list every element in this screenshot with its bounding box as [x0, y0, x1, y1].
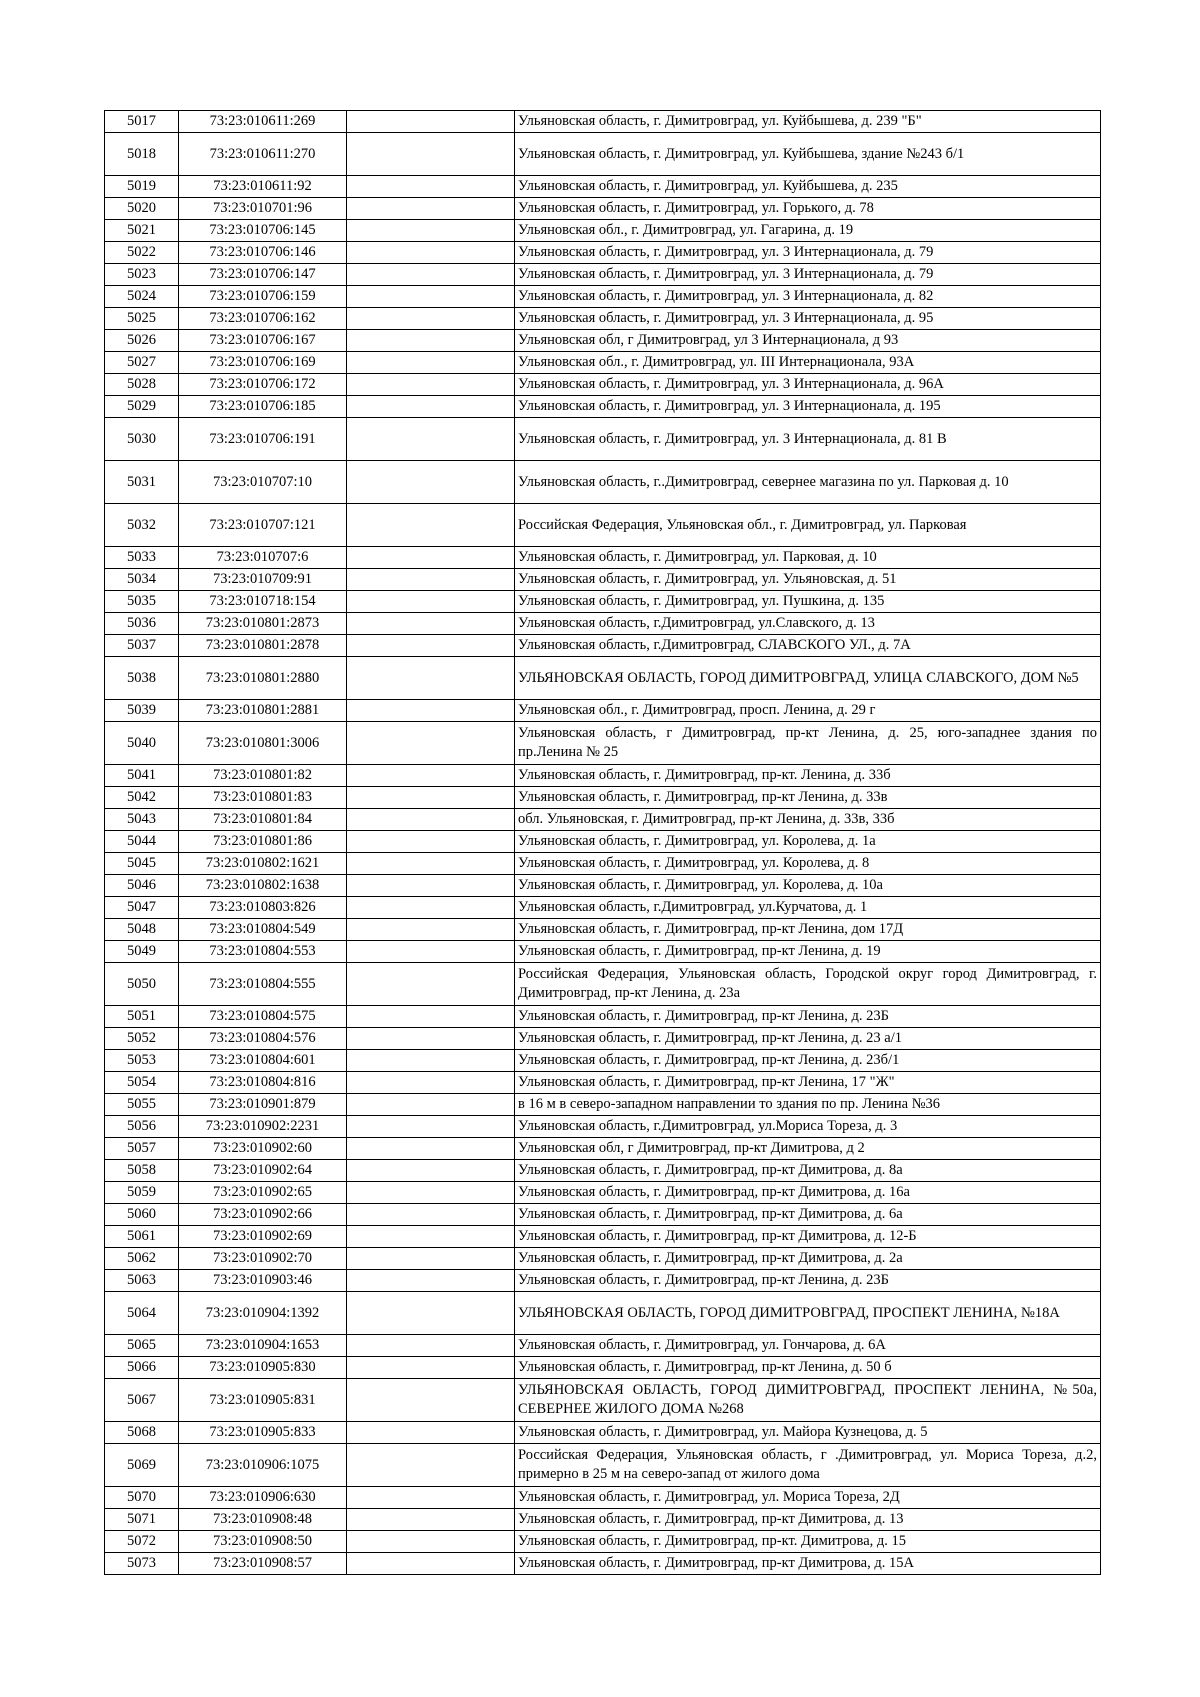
cadastral-number-cell: 73:23:010902:64 — [179, 1160, 347, 1182]
cadastral-number-cell: 73:23:010804:555 — [179, 963, 347, 1006]
row-number-cell: 5039 — [105, 700, 179, 722]
empty-cell — [347, 700, 515, 722]
empty-cell — [347, 919, 515, 941]
empty-cell — [347, 569, 515, 591]
address-cell: Ульяновская область, г. Димитровград, пр-кт Ленина, д. 23б/1 — [515, 1050, 1101, 1072]
cadastral-number-cell: 73:23:010905:833 — [179, 1422, 347, 1444]
empty-cell — [347, 547, 515, 569]
table-row — [105, 1292, 1101, 1335]
table-row — [105, 418, 1101, 461]
row-number-cell: 5051 — [105, 1006, 179, 1028]
row-number-cell: 5030 — [105, 418, 179, 461]
empty-cell — [347, 897, 515, 919]
row-number-cell: 5025 — [105, 308, 179, 330]
empty-cell — [347, 1531, 515, 1553]
empty-cell — [347, 1270, 515, 1292]
address-cell: Ульяновская обл., г. Димитровград, просп. Ленина, д. 29 г — [515, 700, 1101, 722]
row-number-cell: 5018 — [105, 133, 179, 176]
empty-cell — [347, 1028, 515, 1050]
row-number-cell: 5047 — [105, 897, 179, 919]
row-number-cell: 5049 — [105, 941, 179, 963]
table-row — [105, 941, 1101, 963]
empty-cell — [347, 853, 515, 875]
table-row — [105, 765, 1101, 787]
address-cell: Ульяновская область, г. Димитровград, пр-кт Ленина, д. 50 б — [515, 1357, 1101, 1379]
row-number-cell: 5069 — [105, 1444, 179, 1487]
table-row — [105, 787, 1101, 809]
table-row — [105, 1028, 1101, 1050]
address-cell: Ульяновская область, г. Димитровград, пр-кт Ленина, 17 "Ж" — [515, 1072, 1101, 1094]
address-cell: Ульяновская область, г. Димитровград, ул. Куйбышева, д. 235 — [515, 176, 1101, 198]
row-number-cell: 5073 — [105, 1553, 179, 1575]
table-row — [105, 1138, 1101, 1160]
row-number-cell: 5034 — [105, 569, 179, 591]
empty-cell — [347, 330, 515, 352]
table-row — [105, 1116, 1101, 1138]
address-cell: Ульяновская область, г. Димитровград, пр-кт. Димитрова, д. 15 — [515, 1531, 1101, 1553]
row-number-cell: 5061 — [105, 1226, 179, 1248]
address-cell: Ульяновская обл., г. Димитровград, ул. III Интернационала, 93А — [515, 352, 1101, 374]
table-row — [105, 1531, 1101, 1553]
table-row — [105, 1094, 1101, 1116]
row-number-cell: 5070 — [105, 1487, 179, 1509]
address-cell: Ульяновская область, г. Димитровград, пр-кт Димитрова, д. 8а — [515, 1160, 1101, 1182]
empty-cell — [347, 809, 515, 831]
cadastral-number-cell: 73:23:010804:576 — [179, 1028, 347, 1050]
table-row — [105, 242, 1101, 264]
row-number-cell: 5019 — [105, 176, 179, 198]
empty-cell — [347, 613, 515, 635]
cadastral-number-cell: 73:23:010804:553 — [179, 941, 347, 963]
empty-cell — [347, 396, 515, 418]
cadastral-number-cell: 73:23:010801:2873 — [179, 613, 347, 635]
address-cell: Ульяновская область, г.Димитровград, ул.Мориса Тореза, д. 3 — [515, 1116, 1101, 1138]
table-row — [105, 198, 1101, 220]
empty-cell — [347, 461, 515, 504]
address-cell: Ульяновская область, г. Димитровград, ул. Парковая, д. 10 — [515, 547, 1101, 569]
table-row — [105, 1006, 1101, 1028]
row-number-cell: 5032 — [105, 504, 179, 547]
table-row — [105, 374, 1101, 396]
cadastral-number-cell: 73:23:010707:10 — [179, 461, 347, 504]
table-row — [105, 657, 1101, 700]
address-cell: Ульяновская область, г. Димитровград, ул. Королева, д. 1а — [515, 831, 1101, 853]
cadastral-number-cell: 73:23:010905:831 — [179, 1379, 347, 1422]
address-cell: УЛЬЯНОВСКАЯ ОБЛАСТЬ, ГОРОД ДИМИТРОВГРАД, ПРОСПЕКТ ЛЕНИНА, №50а, СЕВЕРНЕЕ ЖИЛОГО ДОМА №268 — [515, 1379, 1101, 1422]
address-cell: Ульяновская область, г. Димитровград, пр-кт Димитрова, д. 13 — [515, 1509, 1101, 1531]
table-row — [105, 1487, 1101, 1509]
row-number-cell: 5055 — [105, 1094, 179, 1116]
cadastral-number-cell: 73:23:010905:830 — [179, 1357, 347, 1379]
table-row — [105, 809, 1101, 831]
row-number-cell: 5058 — [105, 1160, 179, 1182]
row-number-cell: 5068 — [105, 1422, 179, 1444]
address-cell: Ульяновская область, г.Димитровград, СЛАВСКОГО УЛ., д. 7А — [515, 635, 1101, 657]
cadastral-number-cell: 73:23:010801:86 — [179, 831, 347, 853]
address-cell: Ульяновская область, г. Димитровград, ул. 3 Интернационала, д. 195 — [515, 396, 1101, 418]
row-number-cell: 5054 — [105, 1072, 179, 1094]
table-row — [105, 1335, 1101, 1357]
table-row — [105, 853, 1101, 875]
table-row — [105, 613, 1101, 635]
cadastral-number-cell: 73:23:010801:84 — [179, 809, 347, 831]
empty-cell — [347, 1487, 515, 1509]
empty-cell — [347, 1072, 515, 1094]
row-number-cell: 5063 — [105, 1270, 179, 1292]
address-cell: Российская Федерация, Ульяновская область, г .Димитровград, ул. Мориса Тореза, д.2, примерно в 25 м на северо-запад от жилого дома — [515, 1444, 1101, 1487]
cadastral-number-cell: 73:23:010706:146 — [179, 242, 347, 264]
empty-cell — [347, 1182, 515, 1204]
table-row — [105, 1182, 1101, 1204]
cadastral-number-cell: 73:23:010801:83 — [179, 787, 347, 809]
cadastral-number-cell: 73:23:010707:6 — [179, 547, 347, 569]
row-number-cell: 5071 — [105, 1509, 179, 1531]
cadastral-number-cell: 73:23:010611:269 — [179, 111, 347, 133]
empty-cell — [347, 504, 515, 547]
row-number-cell: 5046 — [105, 875, 179, 897]
row-number-cell: 5064 — [105, 1292, 179, 1335]
cadastral-number-cell: 73:23:010706:167 — [179, 330, 347, 352]
address-cell: Ульяновская область, г. Димитровград, ул. Гончарова, д. 6А — [515, 1335, 1101, 1357]
empty-cell — [347, 1509, 515, 1531]
cadastral-number-cell: 73:23:010801:2881 — [179, 700, 347, 722]
empty-cell — [347, 308, 515, 330]
table-row — [105, 1422, 1101, 1444]
cadastral-number-cell: 73:23:010902:65 — [179, 1182, 347, 1204]
address-cell: Ульяновская область, г. Димитровград, ул. Ульяновская, д. 51 — [515, 569, 1101, 591]
cadastral-number-cell: 73:23:010908:57 — [179, 1553, 347, 1575]
address-cell: Российская Федерация, Ульяновская обл., г. Димитровград, ул. Парковая — [515, 504, 1101, 547]
empty-cell — [347, 111, 515, 133]
address-cell: Ульяновская область, г. Димитровград, пр-кт Ленина, дом 17Д — [515, 919, 1101, 941]
table-row — [105, 1050, 1101, 1072]
address-cell: Ульяновская область, г. Димитровград, ул. Куйбышева, здание №243 б/1 — [515, 133, 1101, 176]
address-cell: Ульяновская область, г Димитровград, пр-кт Ленина, д. 25, юго-западнее здания по пр.Ленина № 25 — [515, 722, 1101, 765]
table-row — [105, 176, 1101, 198]
cadastral-number-cell: 73:23:010902:2231 — [179, 1116, 347, 1138]
empty-cell — [347, 831, 515, 853]
cadastral-number-cell: 73:23:010901:879 — [179, 1094, 347, 1116]
row-number-cell: 5052 — [105, 1028, 179, 1050]
cadastral-number-cell: 73:23:010902:70 — [179, 1248, 347, 1270]
address-cell: Ульяновская область, г. Димитровград, пр-кт. Ленина, д. 33б — [515, 765, 1101, 787]
address-cell: Ульяновская область, г. Димитровград, ул. 3 Интернационала, д. 95 — [515, 308, 1101, 330]
empty-cell — [347, 765, 515, 787]
table-row — [105, 722, 1101, 765]
cadastral-number-cell: 73:23:010902:66 — [179, 1204, 347, 1226]
empty-cell — [347, 591, 515, 613]
cadastral-number-cell: 73:23:010803:826 — [179, 897, 347, 919]
address-cell: Ульяновская область, г. Димитровград, ул. 3 Интернационала, д. 79 — [515, 242, 1101, 264]
row-number-cell: 5065 — [105, 1335, 179, 1357]
table-row — [105, 1444, 1101, 1487]
row-number-cell: 5038 — [105, 657, 179, 700]
cadastral-number-cell: 73:23:010801:2878 — [179, 635, 347, 657]
empty-cell — [347, 1006, 515, 1028]
address-cell: Ульяновская область, г. Димитровград, пр-кт Ленина, д. 23Б — [515, 1270, 1101, 1292]
row-number-cell: 5027 — [105, 352, 179, 374]
cadastral-number-cell: 73:23:010611:270 — [179, 133, 347, 176]
table-row — [105, 396, 1101, 418]
table-row — [105, 264, 1101, 286]
cadastral-number-cell: 73:23:010904:1392 — [179, 1292, 347, 1335]
table-row — [105, 897, 1101, 919]
row-number-cell: 5026 — [105, 330, 179, 352]
cadastral-number-cell: 73:23:010902:69 — [179, 1226, 347, 1248]
cadastral-number-cell: 73:23:010902:60 — [179, 1138, 347, 1160]
row-number-cell: 5023 — [105, 264, 179, 286]
row-number-cell: 5033 — [105, 547, 179, 569]
row-number-cell: 5045 — [105, 853, 179, 875]
cadastral-number-cell: 73:23:010718:154 — [179, 591, 347, 613]
cadastral-number-cell: 73:23:010804:601 — [179, 1050, 347, 1072]
empty-cell — [347, 875, 515, 897]
empty-cell — [347, 242, 515, 264]
row-number-cell: 5029 — [105, 396, 179, 418]
address-cell: Ульяновская область, г. Димитровград, ул. 3 Интернационала, д. 82 — [515, 286, 1101, 308]
empty-cell — [347, 374, 515, 396]
table-row — [105, 286, 1101, 308]
row-number-cell: 5035 — [105, 591, 179, 613]
table-row — [105, 700, 1101, 722]
cadastral-number-cell: 73:23:010801:82 — [179, 765, 347, 787]
cadastral-number-cell: 73:23:010904:1653 — [179, 1335, 347, 1357]
address-cell: Ульяновская область, г. Димитровград, пр-кт Димитрова, д. 6а — [515, 1204, 1101, 1226]
table-row — [105, 133, 1101, 176]
cadastral-number-cell: 73:23:010804:549 — [179, 919, 347, 941]
cadastral-number-cell: 73:23:010707:121 — [179, 504, 347, 547]
row-number-cell: 5048 — [105, 919, 179, 941]
table-row — [105, 352, 1101, 374]
row-number-cell: 5021 — [105, 220, 179, 242]
empty-cell — [347, 1422, 515, 1444]
empty-cell — [347, 198, 515, 220]
cadastral-number-cell: 73:23:010802:1621 — [179, 853, 347, 875]
table-row — [105, 111, 1101, 133]
row-number-cell: 5020 — [105, 198, 179, 220]
empty-cell — [347, 220, 515, 242]
cadastral-number-cell: 73:23:010801:2880 — [179, 657, 347, 700]
empty-cell — [347, 1379, 515, 1422]
row-number-cell: 5028 — [105, 374, 179, 396]
empty-cell — [347, 1138, 515, 1160]
address-cell: Ульяновская область, г. Димитровград, ул. Королева, д. 10а — [515, 875, 1101, 897]
empty-cell — [347, 133, 515, 176]
row-number-cell: 5067 — [105, 1379, 179, 1422]
cadastral-number-cell: 73:23:010706:159 — [179, 286, 347, 308]
row-number-cell: 5066 — [105, 1357, 179, 1379]
row-number-cell: 5062 — [105, 1248, 179, 1270]
address-cell: Ульяновская область, г. Димитровград, пр-кт Димитрова, д. 15А — [515, 1553, 1101, 1575]
empty-cell — [347, 657, 515, 700]
row-number-cell: 5041 — [105, 765, 179, 787]
address-cell: Ульяновская область, г. Димитровград, ул. 3 Интернационала, д. 81 В — [515, 418, 1101, 461]
cadastral-number-cell: 73:23:010801:3006 — [179, 722, 347, 765]
address-cell: Ульяновская обл, г Димитровград, ул 3 Интернационала, д 93 — [515, 330, 1101, 352]
row-number-cell: 5042 — [105, 787, 179, 809]
table-row — [105, 504, 1101, 547]
table-row — [105, 963, 1101, 1006]
empty-cell — [347, 1226, 515, 1248]
address-cell: Ульяновская область, г. Димитровград, пр-кт Димитрова, д. 2а — [515, 1248, 1101, 1270]
row-number-cell: 5022 — [105, 242, 179, 264]
address-cell: Ульяновская область, г. Димитровград, ул. Куйбышева, д. 239 "Б" — [515, 111, 1101, 133]
cadastral-number-cell: 73:23:010804:575 — [179, 1006, 347, 1028]
cadastral-number-cell: 73:23:010709:91 — [179, 569, 347, 591]
table-row — [105, 1379, 1101, 1422]
address-cell: обл. Ульяновская, г. Димитровград, пр-кт Ленина, д. 33в, 33б — [515, 809, 1101, 831]
address-cell: Ульяновская область, г.Димитровград, ул.Курчатова, д. 1 — [515, 897, 1101, 919]
table-row — [105, 591, 1101, 613]
empty-cell — [347, 1444, 515, 1487]
empty-cell — [347, 1292, 515, 1335]
cadastral-number-cell: 73:23:010906:630 — [179, 1487, 347, 1509]
address-cell: УЛЬЯНОВСКАЯ ОБЛАСТЬ, ГОРОД ДИМИТРОВГРАД, УЛИЦА СЛАВСКОГО, ДОМ №5 — [515, 657, 1101, 700]
address-cell: Ульяновская область, г. Димитровград, пр-кт Ленина, д. 33в — [515, 787, 1101, 809]
row-number-cell: 5024 — [105, 286, 179, 308]
table-row — [105, 1072, 1101, 1094]
registry-table — [104, 110, 1101, 1575]
address-cell: Ульяновская обл., г. Димитровград, ул. Гагарина, д. 19 — [515, 220, 1101, 242]
cadastral-number-cell: 73:23:010706:185 — [179, 396, 347, 418]
table-row — [105, 1226, 1101, 1248]
row-number-cell: 5043 — [105, 809, 179, 831]
cadastral-number-cell: 73:23:010908:48 — [179, 1509, 347, 1531]
table-row — [105, 831, 1101, 853]
cadastral-number-cell: 73:23:010706:147 — [179, 264, 347, 286]
row-number-cell: 5057 — [105, 1138, 179, 1160]
cadastral-number-cell: 73:23:010706:191 — [179, 418, 347, 461]
row-number-cell: 5017 — [105, 111, 179, 133]
address-cell: в 16 м в северо-западном направлении то здания по пр. Ленина №36 — [515, 1094, 1101, 1116]
table-row — [105, 1509, 1101, 1531]
address-cell: УЛЬЯНОВСКАЯ ОБЛАСТЬ, ГОРОД ДИМИТРОВГРАД, ПРОСПЕКТ ЛЕНИНА, №18А — [515, 1292, 1101, 1335]
empty-cell — [347, 418, 515, 461]
empty-cell — [347, 963, 515, 1006]
row-number-cell: 5044 — [105, 831, 179, 853]
row-number-cell: 5053 — [105, 1050, 179, 1072]
table-row — [105, 547, 1101, 569]
cadastral-number-cell: 73:23:010908:50 — [179, 1531, 347, 1553]
table-row — [105, 1270, 1101, 1292]
row-number-cell: 5060 — [105, 1204, 179, 1226]
table-row — [105, 1357, 1101, 1379]
table-row — [105, 569, 1101, 591]
table-row — [105, 1248, 1101, 1270]
address-cell: Ульяновская область, г.Димитровград, ул.Славского, д. 13 — [515, 613, 1101, 635]
address-cell: Ульяновская область, г. Димитровград, пр-кт Ленина, д. 23Б — [515, 1006, 1101, 1028]
table-row — [105, 875, 1101, 897]
empty-cell — [347, 1335, 515, 1357]
address-cell: Российская Федерация, Ульяновская область, Городской округ город Димитровград, г. Димитровград, пр-кт Ленина, д. 23а — [515, 963, 1101, 1006]
row-number-cell: 5037 — [105, 635, 179, 657]
address-cell: Ульяновская область, г. Димитровград, ул. Мориса Тореза, 2Д — [515, 1487, 1101, 1509]
empty-cell — [347, 1204, 515, 1226]
empty-cell — [347, 941, 515, 963]
empty-cell — [347, 787, 515, 809]
empty-cell — [347, 1050, 515, 1072]
empty-cell — [347, 635, 515, 657]
row-number-cell: 5056 — [105, 1116, 179, 1138]
cadastral-number-cell: 73:23:010706:145 — [179, 220, 347, 242]
cadastral-number-cell: 73:23:010802:1638 — [179, 875, 347, 897]
empty-cell — [347, 722, 515, 765]
row-number-cell: 5059 — [105, 1182, 179, 1204]
cadastral-number-cell: 73:23:010701:96 — [179, 198, 347, 220]
address-cell: Ульяновская область, г. Димитровград, пр-кт Димитрова, д. 12-Б — [515, 1226, 1101, 1248]
empty-cell — [347, 176, 515, 198]
row-number-cell: 5040 — [105, 722, 179, 765]
address-cell: Ульяновская область, г. Димитровград, ул. Майора Кузнецова, д. 5 — [515, 1422, 1101, 1444]
empty-cell — [347, 286, 515, 308]
row-number-cell: 5031 — [105, 461, 179, 504]
empty-cell — [347, 1094, 515, 1116]
cadastral-number-cell: 73:23:010903:46 — [179, 1270, 347, 1292]
registry-table-body — [105, 111, 1101, 1575]
address-cell: Ульяновская область, г. Димитровград, пр-кт Ленина, д. 23 а/1 — [515, 1028, 1101, 1050]
table-row — [105, 1160, 1101, 1182]
empty-cell — [347, 1116, 515, 1138]
address-cell: Ульяновская область, г..Димитровград, севернее магазина по ул. Парковая д. 10 — [515, 461, 1101, 504]
row-number-cell: 5050 — [105, 963, 179, 1006]
table-row — [105, 1204, 1101, 1226]
cadastral-number-cell: 73:23:010611:92 — [179, 176, 347, 198]
cadastral-number-cell: 73:23:010804:816 — [179, 1072, 347, 1094]
empty-cell — [347, 1248, 515, 1270]
address-cell: Ульяновская обл, г Димитровград, пр-кт Димитрова, д 2 — [515, 1138, 1101, 1160]
empty-cell — [347, 1553, 515, 1575]
address-cell: Ульяновская область, г. Димитровград, ул. Горького, д. 78 — [515, 198, 1101, 220]
address-cell: Ульяновская область, г. Димитровград, ул. Пушкина, д. 135 — [515, 591, 1101, 613]
cadastral-number-cell: 73:23:010906:1075 — [179, 1444, 347, 1487]
address-cell: Ульяновская область, г. Димитровград, ул. 3 Интернационала, д. 96А — [515, 374, 1101, 396]
table-row — [105, 220, 1101, 242]
table-row — [105, 461, 1101, 504]
address-cell: Ульяновская область, г. Димитровград, пр-кт Димитрова, д. 16а — [515, 1182, 1101, 1204]
address-cell: Ульяновская область, г. Димитровград, ул. Королева, д. 8 — [515, 853, 1101, 875]
empty-cell — [347, 264, 515, 286]
cadastral-number-cell: 73:23:010706:169 — [179, 352, 347, 374]
table-row — [105, 330, 1101, 352]
cadastral-number-cell: 73:23:010706:172 — [179, 374, 347, 396]
row-number-cell: 5072 — [105, 1531, 179, 1553]
empty-cell — [347, 1160, 515, 1182]
table-row — [105, 308, 1101, 330]
table-row — [105, 635, 1101, 657]
row-number-cell: 5036 — [105, 613, 179, 635]
address-cell: Ульяновская область, г. Димитровград, ул. 3 Интернационала, д. 79 — [515, 264, 1101, 286]
empty-cell — [347, 352, 515, 374]
table-row — [105, 1553, 1101, 1575]
address-cell: Ульяновская область, г. Димитровград, пр-кт Ленина, д. 19 — [515, 941, 1101, 963]
empty-cell — [347, 1357, 515, 1379]
cadastral-number-cell: 73:23:010706:162 — [179, 308, 347, 330]
table-row — [105, 919, 1101, 941]
